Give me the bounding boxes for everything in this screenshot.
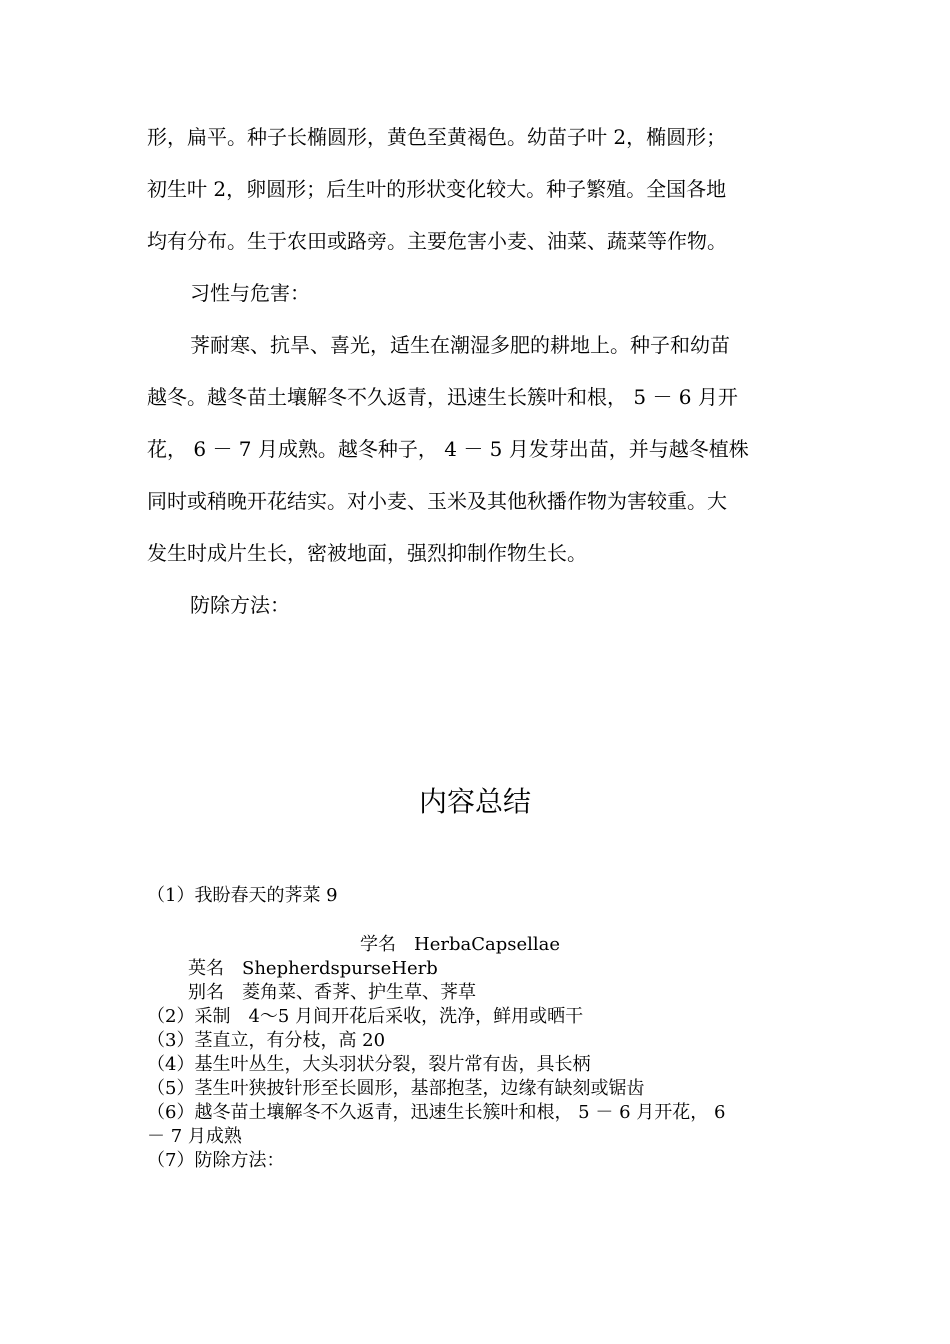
- body-line-7: 花， 6 － 7 月成熟。越冬种子， 4 － 5 月发芽出苗，并与越冬植株: [147, 437, 749, 461]
- control-heading: 防除方法：: [190, 593, 290, 617]
- summary-item-3: （3）茎直立，有分枝，高 20: [147, 1030, 386, 1051]
- alias-names: 别名 菱角菜、香荠、护生草、荠草: [188, 982, 476, 1003]
- scientific-name: 学名 HerbaCapsellae: [360, 934, 561, 955]
- summary-item-6-line-1: （6）越冬苗土壤解冬不久返青，迅速生长簇叶和根， 5 － 6 月开花， 6: [147, 1102, 726, 1123]
- body-line-9: 发生时成片生长，密被地面，强烈抑制作物生长。: [147, 541, 587, 565]
- summary-item-5: （5）茎生叶狭披针形至长圆形，基部抱茎，边缘有缺刻或锯齿: [147, 1078, 645, 1099]
- summary-item-6-line-2: － 7 月成熟: [147, 1126, 242, 1147]
- body-line-5: 荠耐寒、抗旱、喜光，适生在潮湿多肥的耕地上。种子和幼苗: [190, 333, 730, 357]
- body-line-8: 同时或稍晚开花结实。对小麦、玉米及其他秋播作物为害较重。大: [147, 489, 727, 513]
- habit-heading: 习性与危害：: [190, 281, 310, 305]
- summary-item-1: （1）我盼春天的荠菜 9: [147, 885, 338, 906]
- body-line-2: 初生叶 2，卵圆形；后生叶的形状变化较大。种子繁殖。全国各地: [147, 177, 727, 201]
- body-line-3: 均有分布。生于农田或路旁。主要危害小麦、油菜、蔬菜等作物。: [147, 229, 727, 253]
- body-line-1: 形，扁平。种子长椭圆形，黄色至黄褐色。幼苗子叶 2，椭圆形；: [147, 125, 727, 149]
- body-line-6: 越冬。越冬苗土壤解冬不久返青，迅速生长簇叶和根， 5 － 6 月开: [147, 385, 738, 409]
- summary-item-4: （4）基生叶丛生，大头羽状分裂，裂片常有齿，具长柄: [147, 1054, 591, 1075]
- english-name: 英名 ShepherdspurseHerb: [188, 958, 438, 979]
- summary-title: 内容总结: [418, 785, 531, 818]
- summary-item-7: （7）防除方法：: [147, 1150, 285, 1171]
- summary-item-2: （2）采制 4～5 月间开花后采收，洗净，鲜用或晒干: [147, 1006, 584, 1027]
